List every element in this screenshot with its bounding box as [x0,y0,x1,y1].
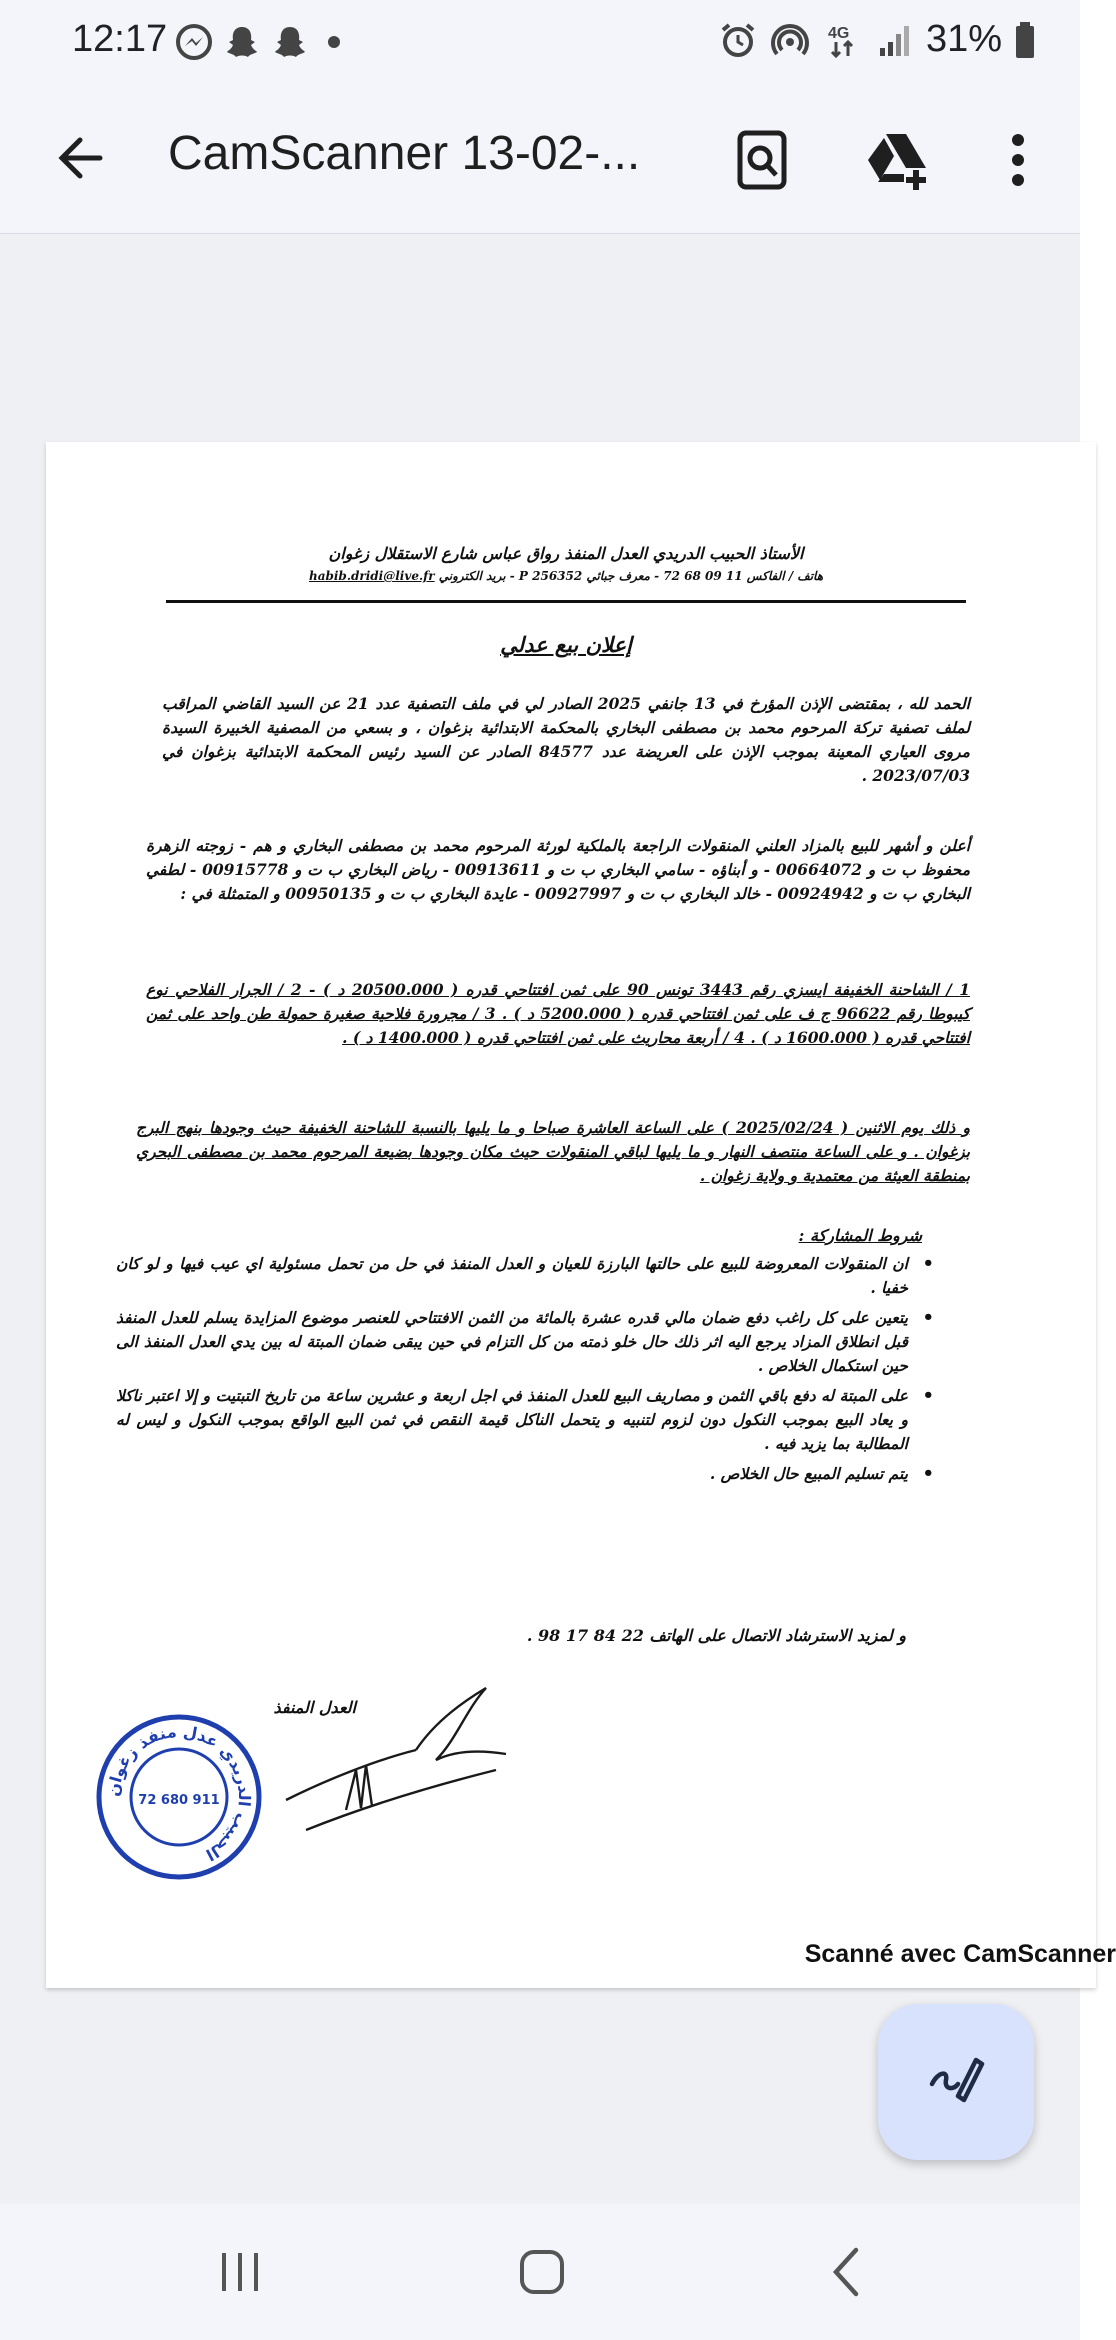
official-stamp [94,1712,264,1882]
document-page[interactable] [46,442,1116,1988]
condition-item: • ان المنقولات المعروضة للبيع على حالتها البارزة للعيان و العدل المنفذ في حل من تحمل مسئولية اي عيب فيها و لو كان خفيا . [116,1252,936,1300]
system-nav-bar [0,2204,1080,2340]
handwritten-signature [266,1680,526,1840]
contact-line: و لمزيد الاسترشاد الاتصال على الهاتف 22 84 17 98 . [526,1626,906,1645]
items-underlined: 1 / الشاحنة الخفيفة ايسزي رقم 3443 تونس 90 على ثمن افتتاحي قدره ( 20500.000 د ) - 2 / الجرار الفلاحي نوع كيبوطا رقم 96622 ج ف على ثمن افتتاحي قدره ( 5200.000 د ) . 3 / مجرورة فلاحية صغيرة حمولة طن واحد على ثمن افتتاحي قدره ( 1600.000 د ) . 4 / أربعة محاريث [146,980,970,1047]
4g-signal-icon [822,20,862,60]
search-document-icon [736,130,788,190]
items-list [146,978,970,1050]
hotspot-icon [770,20,810,60]
letterhead-contact [166,569,966,583]
add-to-drive-icon [864,130,932,190]
snapchat-icon [222,22,262,62]
system-status [718,18,1036,61]
home-button[interactable] [502,2238,582,2306]
back-button[interactable] [44,122,116,194]
battery-percent: 31% [925,18,1002,60]
back-icon [828,2246,864,2298]
document-title: CamScanner 13-02-... [168,127,641,180]
letterhead-divider [166,600,966,603]
letterhead-email: habib.dridi@live.fr [308,569,435,583]
letterhead-address: الأستاذ الحبيب الدريدي العدل المنفذ رواق عباس شارع الاستقلال زغوان [328,544,804,563]
svg-text:4G: 4G [827,24,850,42]
conditions-list [116,1252,936,1492]
status-time: 12:17 [72,18,168,60]
condition-item: • يتعين على كل راغب دفع ضمان مالي قدره عشرة بالمائة من الثمن الافتتاحي للعنصر موضوع المزايدة يسلم للعدل المنفذ قبل انطلاق المزاد يرجع اليه اثر ذلك حال خلو ذمته من كل التزام في حين يبقى ضمان المبتة له بين يدي العدل المنفذ الى حين استكمال الخلاص . [116,1306,936,1378]
condition-item: • يتم تسليم المبيع حال الخلاص . [116,1462,936,1486]
signal-icon [874,20,914,60]
snapchat-icon [270,22,310,62]
more-options-button[interactable] [980,122,1056,198]
paragraph-authorization: الحمد لله ، بمقتضى الإذن المؤرخ في 13 جانفي 2025 الصادر لي في ملف التصفية عدد 21 عن السيد القاضي المراقب لملف تصفية تركة المرحوم محمد بن مصطفى البخاري بالمحكمة الابتدائية بزغوان ، و بسعي من المصفية الخبيرة السيدة مروى العياري المعينة بموجب الإذن على العريضة عدد 84577 الصادر عن السيد رئيس المحكمة الابتدائية بزغوان في 2023/07/03 . [162,694,970,785]
recent-apps-button[interactable] [200,2238,280,2306]
items-tail: على ثمن افتتاحي قدره ( 1400.000 د ) . [342,1028,625,1047]
home-icon [518,2248,566,2296]
app-bar [0,84,1080,234]
letterhead-phone: هاتف / الفاكس 11 09 68 72 - معرف جبائي 256352 P - بريد الكتروني [438,569,824,583]
more-vert-icon [1010,132,1026,188]
annotate-fab[interactable] [878,2004,1034,2160]
signature-label: العدل المنفذ [273,1698,356,1717]
svg-text:الحبيب الدريدي عدل منفذ زغوان: الحبيب الدريدي عدل منفذ زغوان [103,1721,255,1865]
document-viewer[interactable] [0,234,1116,2204]
dot-icon [328,36,340,48]
condition-item: • على المبتة له دفع باقي الثمن و مصاريف البيع للعدل المنفذ في اجل اربعة و عشرين ساعة من تاريخ التبتيت و إلا اعتبر ناكلا و يعاد البيع بموجب النكول دون لزوم لتنبيه و يتحمل الناكل قيمة النقص في ثمن البيع الواقع بموجب النكول و ليس له المطالبة بما يزيد فيه . [116,1384,936,1456]
document-heading: إعلان بيع عدلي [500,632,632,657]
letterhead [166,544,966,583]
paragraph-sale-date: و ذلك يوم الاثنين ( 2025/02/24 ) على الساعة العاشرة صباحا و ما يليها بالنسبة للشاحنة الخفيفة حيث وجودها بنهج البرج بزغوان . و على الساعة منتصف النهار و ما يليها لباقي المنقولات حيث مكان وجودها بضيعة المرحوم محمد بن مصطفى البحري بمنطقة العيثة من معتمدية و ولاية زغوان . [136,1118,970,1185]
recent-apps-icon [216,2249,264,2295]
messenger-icon [174,22,214,62]
battery-icon [1014,20,1036,60]
conditions-title: شروط المشاركة : [798,1226,922,1245]
paragraph-announcement: أعلن و أشهر للبيع بالمزاد العلني المنقولات الراجعة بالملكية لورثة المرحوم محمد بن مصطفى البخاري و هم - زوجته الزهرة محفوظ ب ت و 00664072 - و أبناؤه - سامي البخاري ب ت و 00913611 - رياض البخاري ب ت و 00915778 - لطفي البخاري ب ت و 00924942 - خالد البخاري ب ت و 00927997 - عايدة البخاري ب ت و 00950135 و المتمثلة في : [146,836,970,903]
status-bar [0,0,1080,84]
nav-back-button[interactable] [806,2238,886,2306]
notification-icons [174,22,340,62]
back-arrow-icon [54,132,106,184]
stamp-code: 72 680 911 [138,1793,220,1808]
add-to-drive-button[interactable] [860,122,936,198]
find-in-document-button[interactable] [724,122,800,198]
alarm-icon [718,20,758,60]
scan-footer: Scanné avec CamScanner [804,1940,1116,1968]
edit-annotate-icon [924,2050,988,2114]
